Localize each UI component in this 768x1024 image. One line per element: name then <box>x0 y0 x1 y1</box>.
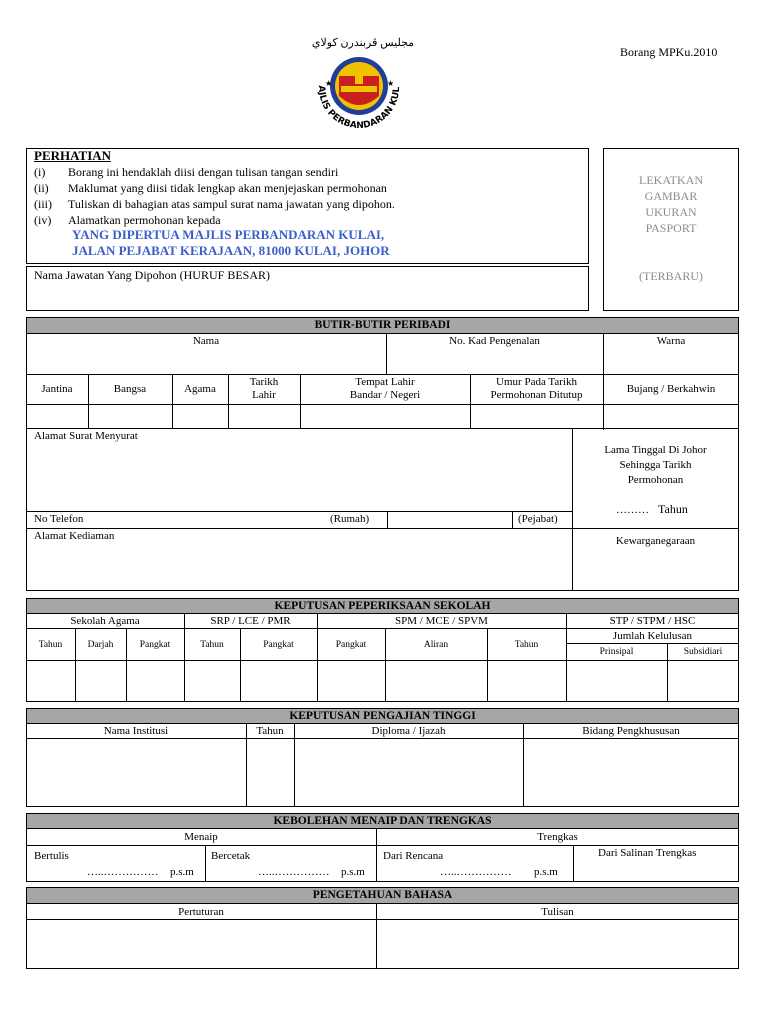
srp-label: SRP / LCE / PMR <box>210 615 291 627</box>
year-label: Tahun <box>38 640 63 650</box>
notice-item-text: Borang ini hendaklah diisi dengan tulisan tangan sendiri <box>68 165 339 179</box>
rank-label: Pangkat <box>139 640 171 650</box>
dictation-label: Dari Rencana <box>383 850 444 862</box>
name-label: Nama <box>192 335 220 347</box>
dob-label-line2: Lahir <box>252 389 276 401</box>
year-label: Tahun <box>514 640 539 650</box>
photo-label-line2: GAMBAR <box>644 189 698 203</box>
photo-note: (TERBARU) <box>639 269 703 283</box>
shorthand-label: Trengkas <box>537 831 578 843</box>
stream-label: Aliran <box>423 640 449 650</box>
printed-label: Bercetak <box>211 850 251 862</box>
speed-dots: …..…………… <box>87 866 159 878</box>
wpm-unit: p.s.m <box>341 866 365 878</box>
total-passes-label: Jumlah Kelulusan <box>612 630 693 642</box>
notice-item-num: (ii) <box>34 181 49 195</box>
dob-label-line1: Tarikh <box>249 376 279 388</box>
photo-label-line3: UKURAN <box>645 205 697 219</box>
institution-label: Nama Institusi <box>103 725 169 737</box>
language-header: PENGETAHUAN BAHASA <box>26 887 739 904</box>
subsidiary-label: Subsidiari <box>683 647 723 657</box>
council-address-line1: YANG DIPERTUA MAJLIS PERBANDARAN KULAI, <box>72 227 385 242</box>
notice-item-text: Tuliskan di bahagian atas sampul surat nama jawatan yang dipohon. <box>68 197 395 211</box>
logo-ring-text: AJLIS PERBANDARAN KUL <box>315 85 403 132</box>
notice-item-num: (iii) <box>34 197 52 211</box>
home-address-label: Alamat Kediaman <box>34 530 115 542</box>
mailing-address-label: Alamat Surat Menyurat <box>34 430 138 442</box>
school-results-header: KEPUTUSAN PEPERIKSAAN SEKOLAH <box>26 598 739 614</box>
johor-residence-label-line1: Lama Tinggal Di Johor <box>604 444 707 456</box>
handwritten-label: Bertulis <box>34 850 69 862</box>
typing-header: KEBOLEHAN MENAIP DAN TRENGKAS <box>26 813 739 829</box>
rank-label: Pangkat <box>263 640 294 650</box>
age-label-line2: Permohonan Ditutup <box>490 389 583 401</box>
logo-jawi-text: مجليس ڤربندرن كولاي <box>311 37 415 49</box>
speed-dots: …..…………… <box>440 866 512 878</box>
typing-label: Menaip <box>184 831 218 843</box>
spm-label: SPM / MCE / SPVM <box>395 615 488 627</box>
transcription-label: Dari Salinan Trengkas <box>598 847 697 859</box>
religion-label: Agama <box>184 383 216 395</box>
years-dots: ……… <box>616 504 649 516</box>
spoken-label: Pertuturan <box>178 906 224 918</box>
gender-label: Jantina <box>41 383 73 395</box>
office-phone-label: (Pejabat) <box>518 513 558 525</box>
citizenship-label: Kewarganegaraan <box>615 535 696 547</box>
stp-label: STP / STPM / HSC <box>609 615 696 627</box>
notice-item-num: (i) <box>34 165 46 179</box>
marital-status-label: Bujang / Berkahwin <box>626 383 716 395</box>
svg-text:★: ★ <box>325 79 333 88</box>
notice-title: PERHATIAN <box>34 148 112 163</box>
color-label: Warna <box>656 335 686 347</box>
birthplace-label-line2: Bandar / Negeri <box>349 389 421 401</box>
year-label: Tahun <box>200 640 224 650</box>
principal-label: Prinsipal <box>599 647 634 657</box>
year-label: Tahun <box>256 725 284 737</box>
rank-label: Pangkat <box>335 640 367 650</box>
written-label: Tulisan <box>541 906 574 918</box>
wpm-unit: p.s.m <box>170 866 194 878</box>
notice-item-num: (iv) <box>34 213 52 227</box>
notice-item-text: Maklumat yang diisi tidak lengkap akan menjejaskan permohonan <box>68 181 387 195</box>
age-label-line1: Umur Pada Tarikh <box>496 376 577 388</box>
race-label: Bangsa <box>113 383 147 395</box>
council-crest-icon <box>303 28 415 140</box>
religious-school-label: Sekolah Agama <box>70 615 140 627</box>
svg-text:★: ★ <box>387 79 395 88</box>
photo-label-line4: PASPORT <box>645 221 697 235</box>
speed-dots: …..…………… <box>258 866 330 878</box>
johor-residence-label-line2: Sehingga Tarikh <box>619 459 692 471</box>
higher-education-header: KEPUTUSAN PENGAJIAN TINGGI <box>26 708 739 724</box>
diploma-label: Diploma / Ijazah <box>371 725 446 737</box>
form-code: Borang MPKu.2010 <box>620 45 718 59</box>
years-label: Tahun <box>658 502 688 516</box>
wpm-unit: p.s.m <box>534 866 558 878</box>
grade-level-label: Darjah <box>87 640 114 650</box>
birthplace-label-line1: Tempat Lahir <box>355 376 415 388</box>
home-phone-label: (Rumah) <box>330 513 370 525</box>
johor-residence-label-line3: Permohonan <box>627 474 684 486</box>
council-logo <box>303 28 415 140</box>
phone-label: No Telefon <box>34 513 84 525</box>
position-label: Nama Jawatan Yang Dipohon (HURUF BESAR) <box>34 268 270 282</box>
notice-item-text: Alamatkan permohonan kepada <box>68 213 221 227</box>
council-address-line2: JALAN PEJABAT KERAJAAN, 81000 KULAI, JOHOR <box>72 243 390 258</box>
photo-label-line1: LEKATKAN <box>639 173 703 187</box>
personal-header: BUTIR-BUTIR PERIBADI <box>26 317 739 334</box>
specialization-label: Bidang Pengkhususan <box>582 725 680 737</box>
ic-label: No. Kad Pengenalan <box>449 335 540 347</box>
